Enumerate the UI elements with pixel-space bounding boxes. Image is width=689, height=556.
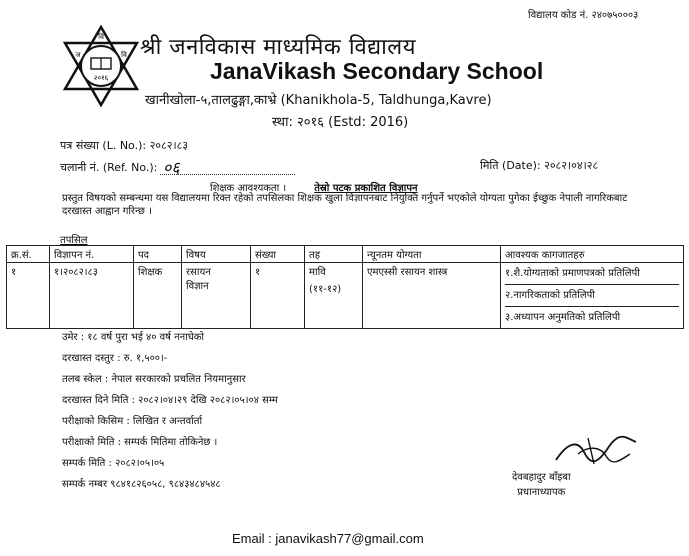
header-sn: क्र.सं. <box>7 246 50 263</box>
detail-contact-number: सम्पर्क नम्बर ९८४१८२६०५८, ९८४३४८४५४८ <box>62 479 221 490</box>
cell-qualification: एमएस्सी रसायन शास्त्र <box>363 263 501 329</box>
detail-exam-type: परीक्षाको किसिम : लिखित र अन्तर्वार्ता <box>62 416 203 427</box>
school-address: खानीखोला-५,तालढुङ्गा,काभ्रे (Khanikhola-5, Taldhunga,Kavre) <box>145 93 492 108</box>
svg-text:ज: ज <box>75 51 81 59</box>
notice-subject: शिक्षक आवश्यकता । <box>210 183 287 194</box>
subject-line-2: विज्ञान <box>186 281 209 292</box>
header-documents: आवश्यक कागजातहरु <box>501 246 684 263</box>
footer-email: Email : janavikash77@gmail.com <box>232 531 424 546</box>
detail-age: उमेर : १८ वर्ष पुरा भई ४० वर्ष ननाघेको <box>62 332 204 343</box>
signatory-name: देवबहादुर बाँइबा <box>512 472 571 483</box>
subject-line-1: रसायन <box>186 267 211 278</box>
cell-advert-no: १।२०८२।८३ <box>50 263 134 329</box>
table-row <box>7 263 684 329</box>
cell-level <box>305 263 363 329</box>
notice-intro: प्रस्तुत विषयको सम्बन्धमा यस विद्यालयमा रिक्त रहेको तपसिलका शिक्षक खुला विज्ञापनबाट नियुक्ति गर्नुपर्ने भएकोले योग्यता पुगेका ईच्छुक नेपाली नागरिकबाट दरखास्त आह्वान गरिन्छ । <box>62 193 628 217</box>
level-line-1: मावि <box>309 267 326 278</box>
reference-underline <box>160 174 295 175</box>
level-line-2: (११-१२) <box>309 284 342 295</box>
school-name-english: JanaVikash Secondary School <box>210 58 544 84</box>
header-level: तह <box>305 246 363 263</box>
document-item: १.शै.योग्यताको प्रमाणपत्रको प्रतिलिपी <box>505 268 640 279</box>
header-subject: विषय <box>182 246 251 263</box>
detail-contact-date: सम्पर्क मिति : २०८२।०५।०५ <box>62 458 165 469</box>
signatory-block <box>512 470 571 500</box>
detail-application-dates: दरखास्त दिने मिति : २०८२।०४।२९ देखि २०८२।०५।०४ सम्म <box>62 395 278 406</box>
cell-subject <box>182 263 251 329</box>
cell-count: १ <box>251 263 305 329</box>
vacancy-details <box>62 327 278 495</box>
signatory-title: प्रधानाध्यापक <box>517 487 566 498</box>
detail-fee: दरखास्त दस्तुर : रु. १,५००।- <box>62 353 168 364</box>
header-count: संख्या <box>251 246 305 263</box>
established-year: स्था: २०१६ (Estd: 2016) <box>272 115 409 130</box>
document-item: ३.अध्यापन अनुमतिको प्रतिलिपी <box>505 306 679 328</box>
cell-post: शिक्षक <box>134 263 182 329</box>
svg-text:२०१६: २०१६ <box>93 74 109 82</box>
school-name-nepali: श्री जनविकास माध्यमिक विद्यालय <box>140 35 416 60</box>
cell-sn: १ <box>7 263 50 329</box>
header-post: पद <box>134 246 182 263</box>
school-code: विद्यालय कोड नं. २४०७५०००३ <box>528 10 639 21</box>
school-logo-emblem <box>60 25 142 107</box>
vacancy-table <box>6 245 684 329</box>
reference-number-label: चलानी नं. (Ref. No.): <box>60 161 158 174</box>
cell-documents <box>501 263 684 329</box>
document-item: २.नागरिकताको प्रतिलिपी <box>505 284 679 306</box>
table-header-row <box>7 246 684 263</box>
detail-exam-date: परीक्षाको मिति : सम्पर्क मितिमा तोकिनेछ । <box>62 437 218 448</box>
letter-number: पत्र संख्या (L. No.): २०८२।८३ <box>60 139 189 152</box>
header-advert-no: विज्ञापन नं. <box>50 246 134 263</box>
schedule-label: तपसिल <box>60 235 88 246</box>
signature-mark <box>548 432 643 470</box>
reference-number-value: ०६ <box>163 158 180 177</box>
detail-salary: तलब स्केल : नेपाल सरकारको प्रचलित नियमानुसार <box>62 374 246 385</box>
svg-text:वि: वि <box>98 33 104 41</box>
header-qualification: न्यूनतम योग्यता <box>363 246 501 263</box>
svg-text:वि: वि <box>121 51 127 59</box>
advert-title: तेस्रो पटक प्रकाशित विज्ञापन <box>314 183 418 194</box>
letter-date: मिति (Date): २०८२।०४।२८ <box>480 159 599 172</box>
